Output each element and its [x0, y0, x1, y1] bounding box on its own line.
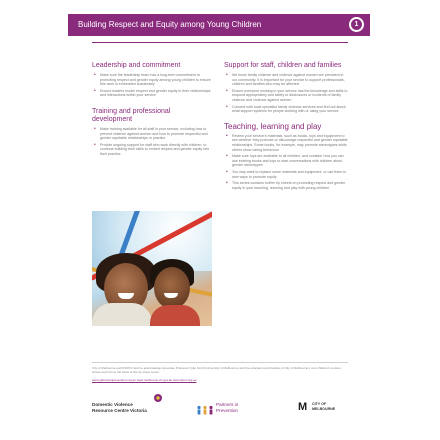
child-shirt [92, 303, 152, 326]
com-logo-line2: MELBOURNE [312, 407, 336, 411]
footer-rule [92, 362, 348, 363]
melbourne-m-icon: M [298, 401, 308, 413]
section-heading-teaching: Teaching, learning and play [224, 121, 322, 131]
list-item: • Make sure toys are available to all children, and consider how you can use existing books and toys to start conversations with children about gender stereotypes [232, 154, 348, 168]
dvrcv-logo-line1: Domestic Violence [92, 402, 133, 407]
com-logo-line1: CITY OF [312, 402, 327, 406]
section-heading-support: Support for staff, children and families [224, 62, 342, 69]
list-item: • Connect with local specialist family violence services and find out about what support systems for people working with or using your service [232, 105, 348, 114]
support-list [224, 73, 348, 114]
list-item: • Ensure everyone working in your service has the knowledge and skills to respond appropriately and safely to disclosures or incidents of family violence and violence against women [232, 89, 348, 103]
pip-logo-line2: Prevention [216, 408, 238, 413]
people-icon [196, 402, 214, 412]
child-face [154, 267, 190, 309]
title-banner [68, 14, 370, 36]
left-column [92, 62, 212, 159]
training-list [92, 127, 212, 157]
list-item: • Make training available for all staff in your service, including how to prevent violence against women and how to promote respectful and gender equitable relationships in practice [100, 127, 212, 141]
header-rule [92, 42, 348, 43]
child-shirt [150, 305, 200, 326]
teaching-list [224, 134, 348, 191]
list-item: • Ensure leaders model respect and gender equity in their relationships and interactions within your service [100, 89, 212, 98]
section-heading-training: Training and professional development [92, 107, 171, 123]
acknowledgement-text: City of Melbourne and DVRCV wish to acknowledge Associate Professor Kylie Smith (University of Melbourne) and the educators and families of City of Melbourne's own children's centres, whose work forms the basis of this tip sheet series. [92, 366, 342, 374]
list-item: • Review your service's materials, such as books, toys and equipment to see whether they promote or discourage respectful and gender equitable relationships. Some books, for example, may promote stereotypes while others show caring behaviour [232, 134, 348, 152]
list-item: • Provide ongoing support for staff who work directly with children, to continue building their skills to embed respect and gender equity into their practice [100, 143, 212, 157]
dvrcv-flower-icon [154, 394, 162, 402]
list-item: • Make sure the leadership team has a long-term commitment to promoting respect and gender equity among young children to ensure this work is embedded sustainably [100, 73, 212, 87]
footer-links[interactable]: www.partnersinprevention.org.au www.melbourne.vic.gov.au www.dvrcv.org.au [92, 378, 197, 382]
children-playing-photo [92, 211, 212, 326]
right-column [224, 62, 348, 192]
list-item: • You may want to replace some materials and equipment, or use them in new ways to promote equity [232, 170, 348, 179]
page-number: 1 [351, 19, 362, 30]
dvrcv-logo-line2: Resource Centre Victoria [92, 408, 147, 413]
section-heading-leadership: Leadership and commitment [92, 62, 181, 69]
pip-logo-line1: Partners in [216, 402, 239, 407]
banner-title: Building Respect and Equity among Young Children [78, 20, 262, 29]
list-item: • We know family violence and violence against women are prevalent in our community. It is important for your service to support professionals, children and families who may be affected [232, 73, 348, 87]
list-item: • This series contains further tip sheets on promoting respect and gender equity in your teaching, learning and play with young children [232, 181, 348, 190]
leadership-list [92, 73, 212, 98]
